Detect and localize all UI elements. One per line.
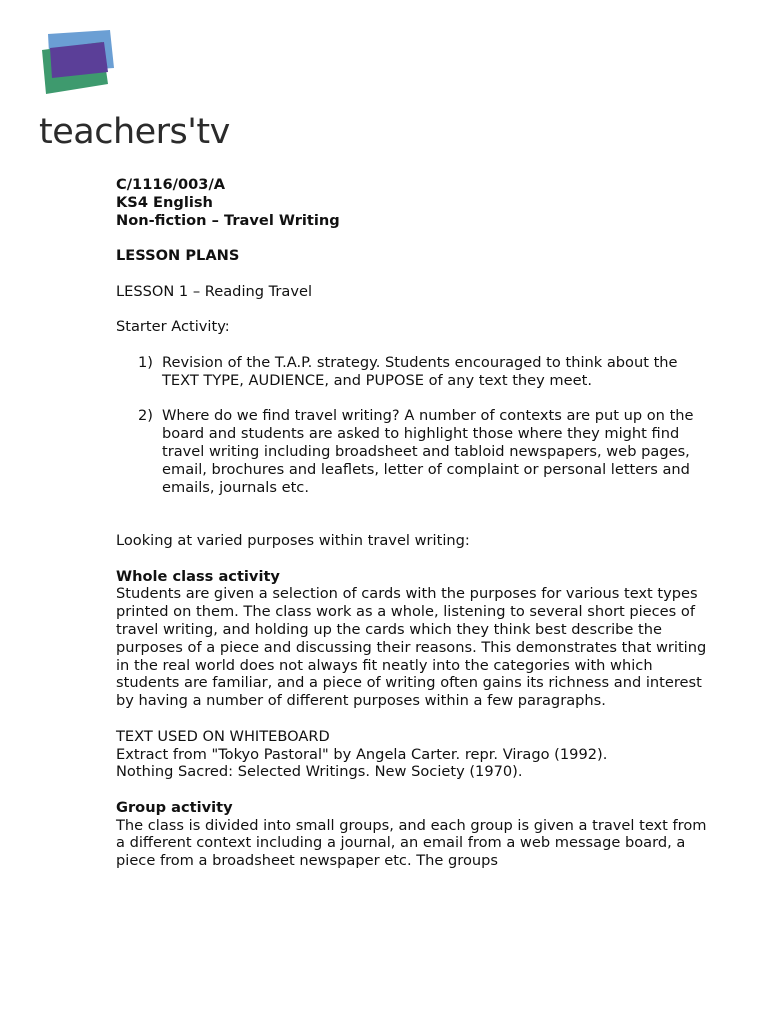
- lesson-title: LESSON 1 – Reading Travel: [116, 282, 313, 300]
- starter-label: Starter Activity:: [116, 318, 230, 336]
- list-item: [116, 407, 716, 496]
- list-item-number: 2): [138, 407, 153, 425]
- logo-text: teachers'tv: [39, 112, 230, 152]
- whiteboard-line-1: Extract from "Tokyo Pastoral" by Angela Carter. repr. Virago (1992).: [116, 745, 608, 763]
- starter-list: [116, 354, 716, 496]
- teachers-tv-logo: [38, 30, 268, 152]
- whiteboard-heading: TEXT USED ON WHITEBOARD: [116, 727, 330, 745]
- group-activity-heading: Group activity: [116, 798, 233, 816]
- whole-class-heading: Whole class activity: [116, 567, 280, 585]
- list-item: [116, 354, 716, 390]
- whiteboard-line-2: Nothing Sacred: Selected Writings. New Society (1970).: [116, 763, 523, 781]
- whole-class-body: Students are given a selection of cards with the purposes for various text types printed on them. The class work as a whole, listening to several short pieces of travel writing, and holding up the cards which they think best describe the purposes of a piece and discussing their reasons. This demonstrates that writing in the real world does not always fit neatly into the categories with which students are familiar, and a piece of writing often gains its richness and interest by having a number of different purposes within a few paragraphs.: [116, 585, 707, 710]
- document-subject: KS4 English: [116, 193, 213, 211]
- list-item-number: 1): [138, 353, 153, 371]
- document-code: C/1116/003/A: [116, 176, 226, 193]
- list-item-text: Revision of the T.A.P. strategy. Students encouraged to think about the TEXT TYPE, AUDIENCE, and PUPOSE of any text they meet.: [162, 353, 678, 389]
- section-title: LESSON PLANS: [116, 247, 240, 265]
- logo-mark-icon: [38, 30, 128, 96]
- group-activity-body: The class is divided into small groups, and each group is given a travel text from a different context including a journal, an email from a web message board, a piece from a broadsheet newspaper etc. The groups: [116, 816, 707, 870]
- document-body: [116, 176, 716, 870]
- list-item-text: Where do we find travel writing? A number of contexts are put up on the board and students are asked to highlight those where they might find travel writing including broadsheet and tabloid newspapers, web pages, email, brochures and leaflets, letter of complaint or personal letters and emails, journals etc.: [162, 407, 694, 496]
- document-topic: Non-fiction – Travel Writing: [116, 211, 340, 229]
- intro-line: Looking at varied purposes within travel writing:: [116, 531, 470, 549]
